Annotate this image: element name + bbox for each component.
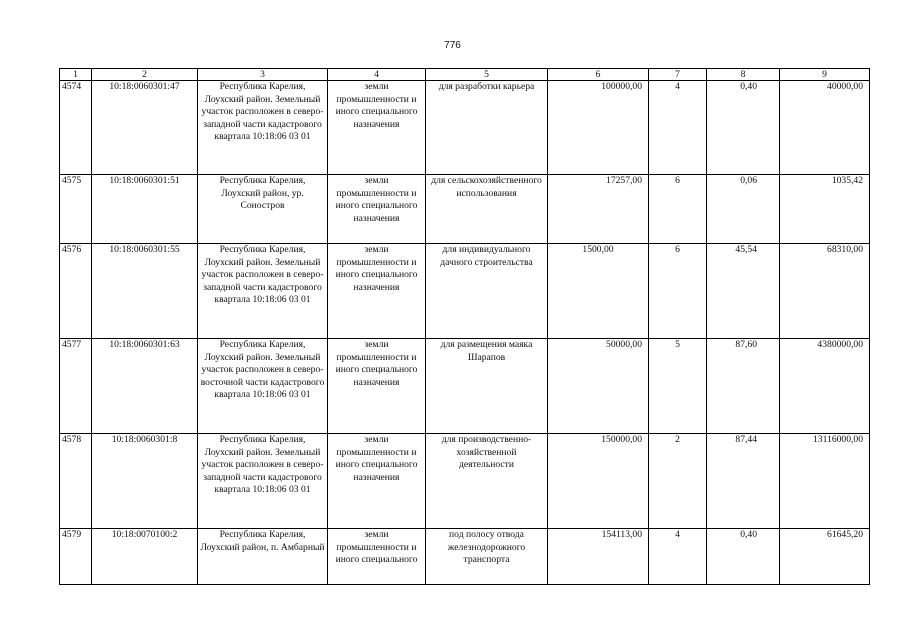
column-7-value: 4 (649, 529, 707, 585)
area-value: 154113,00 (548, 529, 649, 585)
area-value: 150000,00 (548, 434, 649, 529)
land-category: земли промышленности и иного специального назначения (328, 244, 426, 339)
cadastral-number: 10:18:0060301:63 (92, 339, 198, 434)
area-value: 50000,00 (548, 339, 649, 434)
column-header: 7 (649, 69, 707, 81)
land-category: земли промышленности и иного специального назначения (328, 339, 426, 434)
column-7-value: 6 (649, 244, 707, 339)
permitted-use: для размещения маяка Шарапов (426, 339, 548, 434)
table-row (60, 81, 870, 175)
column-9-value: 13116000,00 (780, 434, 870, 529)
row-number: 4579 (60, 529, 92, 585)
column-9-value: 68310,00 (780, 244, 870, 339)
location: Республика Карелия, Лоухский район. Земельный участок расположен в северо-восточной части кадастрового квартала 10:18:06 03 01 (198, 339, 328, 434)
column-9-value: 4380000,00 (780, 339, 870, 434)
column-7-value: 5 (649, 339, 707, 434)
area-value: 100000,00 (548, 81, 649, 175)
location: Республика Карелия, Лоухский район. Земельный участок расположен в северо-западной части кадастрового квартала 10:18:06 03 01 (198, 244, 328, 339)
location: Республика Карелия, Лоухский район, п. Амбарный (198, 529, 328, 585)
column-7-value: 4 (649, 81, 707, 175)
column-8-value: 0,40 (707, 529, 780, 585)
location: Республика Карелия, Лоухский район, ур. Соностров (198, 175, 328, 244)
location: Республика Карелия, Лоухский район. Земельный участок расположен в северо-западной части кадастрового квартала 10:18:06 03 01 (198, 81, 328, 175)
land-registry-table (59, 68, 870, 585)
cadastral-number: 10:18:0070100:2 (92, 529, 198, 585)
permitted-use: для индивидуального дачного строительства (426, 244, 548, 339)
table-row (60, 434, 870, 529)
permitted-use: для производственно-хозяйственной деятельности (426, 434, 548, 529)
row-number: 4578 (60, 434, 92, 529)
column-8-value: 45,54 (707, 244, 780, 339)
cadastral-number: 10:18:0060301:51 (92, 175, 198, 244)
permitted-use: для сельскохозяйственного использования (426, 175, 548, 244)
column-header: 3 (198, 69, 328, 81)
page-number: 776 (444, 40, 461, 51)
column-9-value: 40000,00 (780, 81, 870, 175)
column-9-value: 1035,42 (780, 175, 870, 244)
column-header: 4 (328, 69, 426, 81)
column-9-value: 61645,20 (780, 529, 870, 585)
column-header: 5 (426, 69, 548, 81)
table-row (60, 339, 870, 434)
column-header: 6 (548, 69, 649, 81)
area-value: 17257,00 (548, 175, 649, 244)
column-7-value: 6 (649, 175, 707, 244)
cadastral-number: 10:18:0060301:8 (92, 434, 198, 529)
row-number: 4576 (60, 244, 92, 339)
area-value: 1500,00 (548, 244, 649, 339)
cadastral-number: 10:18:0060301:55 (92, 244, 198, 339)
land-category: земли промышленности и иного специального (328, 529, 426, 585)
column-number-header (60, 69, 870, 81)
table-row (60, 244, 870, 339)
column-header: 9 (780, 69, 870, 81)
land-category: земли промышленности и иного специального назначения (328, 81, 426, 175)
row-number: 4575 (60, 175, 92, 244)
column-header: 1 (60, 69, 92, 81)
cadastral-number: 10:18:0060301:47 (92, 81, 198, 175)
land-category: земли промышленности и иного специального назначения (328, 175, 426, 244)
table-row (60, 175, 870, 244)
column-8-value: 87,60 (707, 339, 780, 434)
column-8-value: 0,06 (707, 175, 780, 244)
row-number: 4577 (60, 339, 92, 434)
column-7-value: 2 (649, 434, 707, 529)
permitted-use: для разработки карьера (426, 81, 548, 175)
table-row (60, 529, 870, 585)
location: Республика Карелия, Лоухский район. Земельный участок расположен в северо-западной части кадастрового квартала 10:18:06 03 01 (198, 434, 328, 529)
column-8-value: 0,40 (707, 81, 780, 175)
land-category: земли промышленности и иного специального назначения (328, 434, 426, 529)
column-header: 2 (92, 69, 198, 81)
column-header: 8 (707, 69, 780, 81)
permitted-use: под полосу отвода железнодорожного транспорта (426, 529, 548, 585)
column-8-value: 87,44 (707, 434, 780, 529)
row-number: 4574 (60, 81, 92, 175)
